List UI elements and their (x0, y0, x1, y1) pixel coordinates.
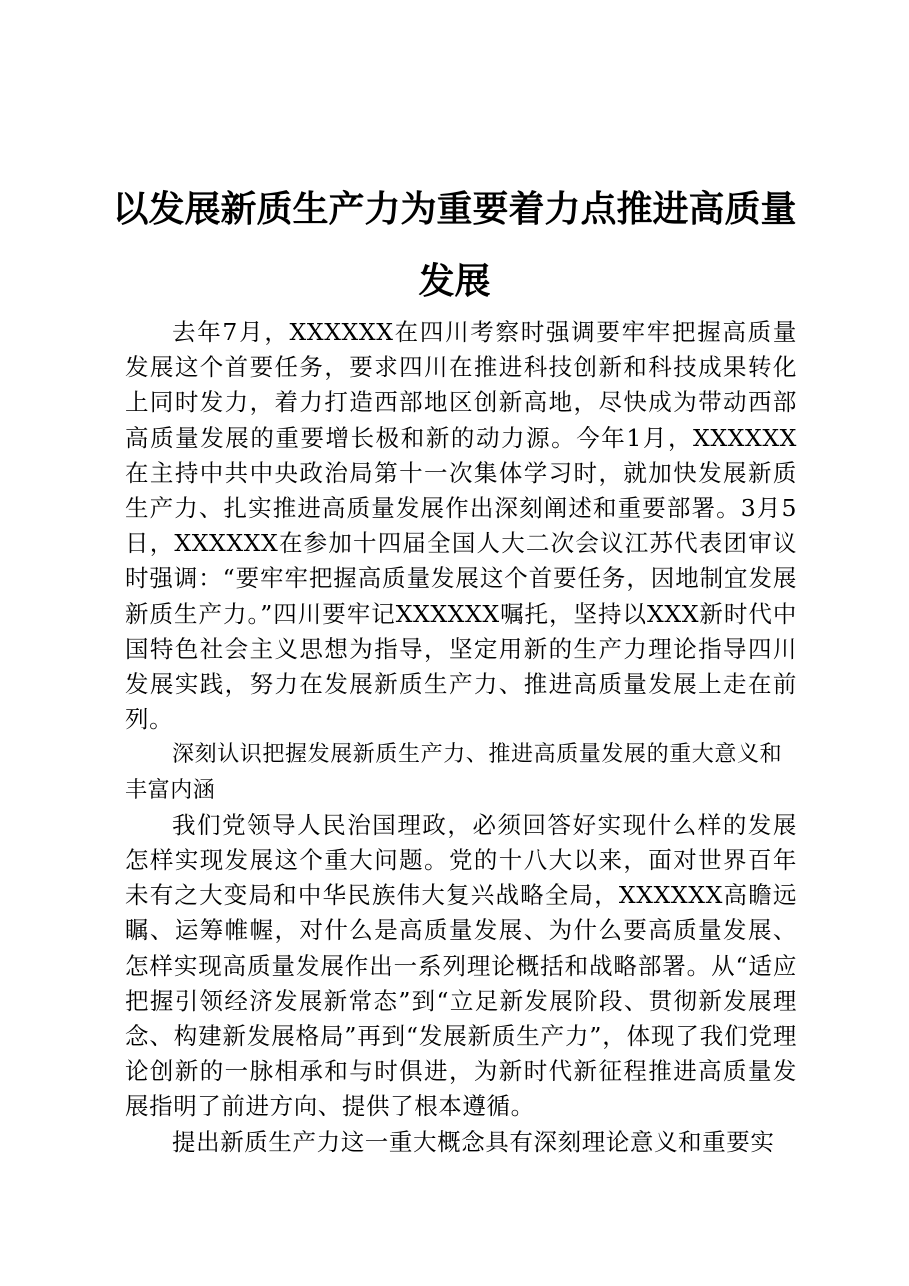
document-title: 以发展新质生产力为重要着力点推进高质量发展 (112, 189, 797, 303)
paragraph-intro: 去年7月，XXXXXX在四川考察时强调要牢牢把握高质量发展这个首要任务，要求四川在推进科技创新和科技成果转化上同时发力，着力打造西部地区创新高地，尽快成为带动西部高质量发展的重要增长极和新的动力源。今年1月，XXXXXX在主持中共中央政治局第十一次集体学习时，就加快发展新质生产力、扎实推进高质量发展作出深刻阐述和重要部署。3月5日，XXXXXX在参加十四届全国人大二次会议江苏代表团审议时强调：“要牢牢把握高质量发展这个首要任务，因地制宜发展新质生产力。”四川要牢记XXXXXX嘱托，坚持以XXX新时代中国特色社会主义思想为指导，坚定用新的生产力理论指导四川发展实践，努力在发展新质生产力、推进高质量发展上走在前列。 (125, 318, 797, 734)
document-body (125, 315, 797, 1160)
paragraph-new-productivity: 提出新质生产力这一重大概念具有深刻理论意义和重要实 (172, 1127, 775, 1156)
section-heading: 深刻认识把握发展新质生产力、推进高质量发展的重大意义和丰富内涵 (125, 742, 783, 803)
paragraph-development: 我们党领导人民治国理政，必须回答好实现什么样的发展怎样实现发展这个重大问题。党的十八大以来，面对世界百年未有之大变局和中华民族伟大复兴战略全局，XXXXXX高瞻远瞩、运筹帷幄，对什么是高质量发展、为什么要高质量发展、怎样实现高质量发展作出一系列理论概括和战略部署。从“适应把握引领经济发展新常态”到“立足新发展阶段、贯彻新发展理念、构建新发展格局”再到“发展新质生产力”，体现了我们党理论创新的一脉相承和与时俱进，为新时代新征程推进高质量发展指明了前进方向、提供了根本遵循。 (125, 810, 797, 1121)
